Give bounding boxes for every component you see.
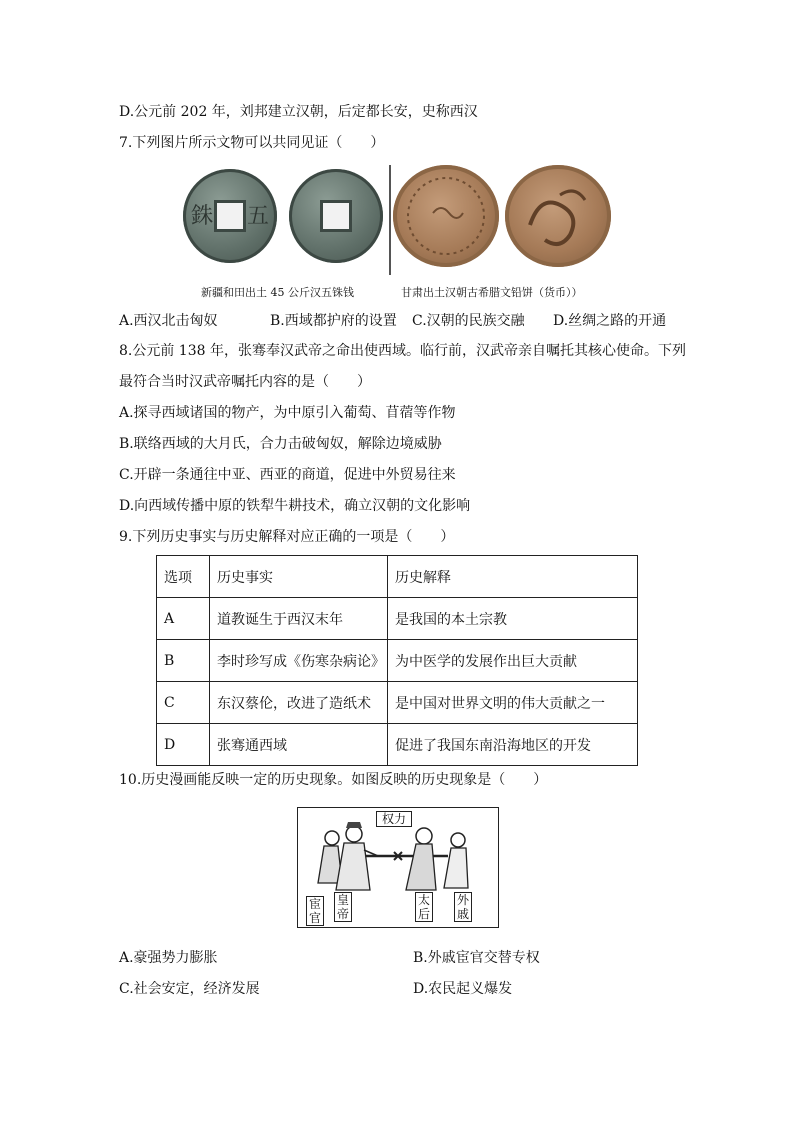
table-cell: 为中医学的发展作出巨大贡献: [388, 640, 638, 682]
wuzhu-coin-front-image: [183, 169, 277, 263]
figure-divider: [389, 165, 391, 275]
q10-options-row2: [119, 979, 679, 999]
lead-cake-front-image: [393, 165, 499, 267]
q10-cartoon: [297, 807, 499, 928]
header-cell: 历史事实: [210, 556, 388, 598]
q8-option-d: D.向西域传播中原的铁犁牛耕技术，确立汉朝的文化影响: [119, 498, 471, 514]
table-cell: 是我国的本土宗教: [388, 598, 638, 640]
table-header-row: [157, 556, 638, 598]
q7-figure: [183, 163, 613, 299]
q8-stem-line2: 最符合当时汉武帝嘱托内容的是（ ）: [119, 374, 371, 390]
q8-option-c: C.开辟一条通往中亚、西亚的商道，促进中外贸易往来: [119, 467, 456, 483]
coin-char-wu: 五: [247, 204, 270, 229]
q10-option-b: B.外戚宦官交替专权: [413, 950, 540, 966]
table-row: [157, 724, 638, 766]
lead-cake-back-image: [505, 165, 611, 267]
q8-option-a: A.探寻西域诸国的物产，为中原引入葡萄、苜蓿等作物: [119, 405, 456, 421]
table-cell: B: [157, 640, 210, 682]
q8-option-b: B.联络西域的大月氏，合力击破匈奴，解除边境威胁: [119, 436, 442, 452]
q7-options: [119, 311, 679, 331]
q9-stem: 9.下列历史事实与历史解释对应正确的一项是（ ）: [119, 529, 455, 545]
table-cell: 促进了我国东南沿海地区的开发: [388, 724, 638, 766]
q8-stem-line1: 8.公元前 138 年，张骞奉汉武帝之命出使西域。临行前，汉武帝亲自嘱托其核心使命。下列: [119, 343, 686, 359]
table-cell: 东汉蔡伦，改进了造纸术: [210, 682, 388, 724]
wuzhu-coin-back-image: [289, 169, 383, 263]
table-cell: 张骞通西域: [210, 724, 388, 766]
q10-options-row1: [119, 948, 679, 968]
table-cell: 是中国对世界文明的伟大贡献之一: [388, 682, 638, 724]
table-cell: D: [157, 724, 210, 766]
table-cell: A: [157, 598, 210, 640]
label-emperor: 皇帝: [334, 892, 352, 922]
label-empress-dowager: 太后: [415, 892, 433, 922]
q6-option-d: D.公元前 202 年，刘邦建立汉朝，后定都长安，史称西汉: [119, 104, 478, 120]
figure-caption-right: 甘肃出土汉朝古希腊文铅饼（货币））: [401, 286, 583, 299]
header-cell: 选项: [157, 556, 210, 598]
q10-stem: 10.历史漫画能反映一定的历史现象。如图反映的历史现象是（ ）: [119, 772, 548, 788]
q10-option-c: C.社会安定，经济发展: [119, 981, 260, 997]
table-row: [157, 640, 638, 682]
q7-stem: 7.下列图片所示文物可以共同见证（ ）: [119, 135, 385, 151]
coin-char-zhu: 銖: [191, 204, 214, 229]
q7-option-b: B.西域都护府的设置: [270, 313, 397, 329]
label-eunuch: 宦官: [306, 896, 324, 926]
table-row: [157, 682, 638, 724]
table-cell: 道教诞生于西汉末年: [210, 598, 388, 640]
table-cell: C: [157, 682, 210, 724]
table-cell: 李时珍写成《伤寒杂病论》: [210, 640, 388, 682]
figure-caption-left: 新疆和田出土 45 公斤汉五铢钱: [201, 286, 354, 299]
table-row: [157, 598, 638, 640]
q7-option-c: C.汉朝的民族交融: [412, 313, 525, 329]
q10-option-d: D.农民起义爆发: [413, 981, 513, 997]
label-consort-clan: 外戚: [454, 892, 472, 922]
q7-option-a: A.西汉北击匈奴: [119, 313, 218, 329]
greek-script-ring-icon: [393, 165, 499, 267]
q9-table: [156, 555, 638, 766]
header-cell: 历史解释: [388, 556, 638, 598]
q10-option-a: A.豪强势力膨胀: [119, 950, 218, 966]
cartoon-title-label: 权力: [376, 811, 412, 827]
q7-option-d: D.丝绸之路的开通: [553, 313, 667, 329]
dragon-pattern-icon: [505, 165, 611, 267]
